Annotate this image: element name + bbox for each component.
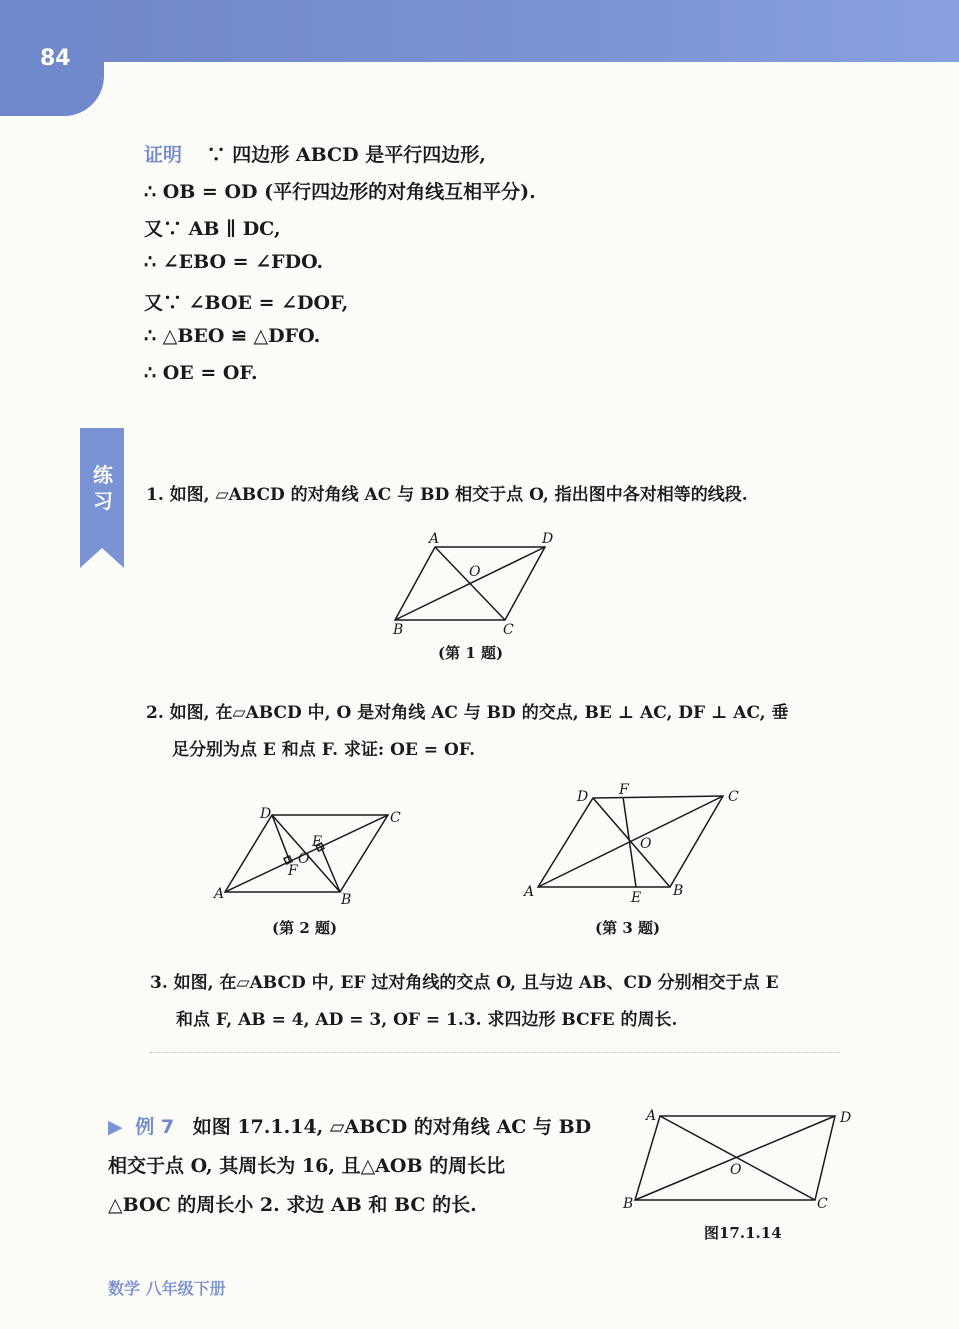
fig3-label-a: A bbox=[524, 884, 535, 900]
fig2-label-o: O bbox=[298, 851, 310, 867]
figure-3-caption: (第 3 题) bbox=[595, 919, 661, 937]
fig1-label-d: D bbox=[542, 531, 554, 547]
proof-text-1: ∵ 四边形 ABCD 是平行四边形, bbox=[206, 144, 486, 166]
fig3-diagonal-bd bbox=[593, 798, 670, 887]
figure-17-1-14 bbox=[620, 1104, 865, 1214]
practice-ribbon-label: 练习 bbox=[93, 463, 113, 513]
fig1-label-b: B bbox=[393, 622, 404, 638]
exercise-1-text: 1. 如图, ▱ABCD 的对角线 AC 与 BD 相交于点 O, 指出图中各对相等的线段. bbox=[146, 485, 748, 505]
figure-1 bbox=[385, 530, 565, 642]
fig17-label-a: A bbox=[646, 1108, 657, 1124]
figure-3 bbox=[520, 778, 750, 908]
proof-line-3: 又∵ AB ∥ DC, bbox=[144, 218, 281, 240]
fig2-label-b: B bbox=[341, 892, 352, 908]
fig17-label-c: C bbox=[817, 1196, 828, 1212]
figure-2 bbox=[210, 800, 410, 910]
proof-label: 证明 bbox=[144, 144, 183, 166]
fig2-segment-df bbox=[272, 815, 290, 862]
triangle-marker-icon: ▶ bbox=[108, 1116, 123, 1138]
fig3-segment-ef bbox=[623, 797, 636, 887]
section-divider bbox=[150, 1052, 840, 1053]
proof-line-7: ∴ OE = OF. bbox=[144, 362, 258, 384]
fig17-diagonal-ac bbox=[660, 1116, 815, 1200]
example-7-text-1: 如图 17.1.14, ▱ABCD 的对角线 AC 与 BD bbox=[192, 1116, 592, 1138]
example-7-line-1 bbox=[108, 1112, 591, 1139]
fig2-label-e: E bbox=[312, 834, 323, 850]
fig2-label-c: C bbox=[390, 810, 401, 826]
figure-2-caption: (第 2 题) bbox=[272, 919, 338, 937]
proof-line-6: ∴ △BEO ≌ △DFO. bbox=[144, 325, 321, 347]
fig3-label-d: D bbox=[577, 789, 589, 805]
proof-line-4: ∴ ∠EBO = ∠FDO. bbox=[144, 251, 324, 273]
exercise-2-line-1: 2. 如图, 在▱ABCD 中, O 是对角线 AC 与 BD 的交点, BE ⊥ AC, DF ⊥ AC, 垂 bbox=[146, 703, 789, 723]
fig3-label-b: B bbox=[673, 883, 684, 899]
proof-line-5: 又∵ ∠BOE = ∠DOF, bbox=[144, 292, 349, 314]
fig1-label-o: O bbox=[469, 564, 481, 580]
fig3-label-e: E bbox=[631, 890, 642, 906]
exercise-3-line-2: 和点 F, AB = 4, AD = 3, OF = 1.3. 求四边形 BCFE 的周长. bbox=[176, 1010, 678, 1030]
example-7-label: 例 7 bbox=[135, 1116, 175, 1138]
fig3-label-o: O bbox=[640, 836, 652, 852]
fig1-label-a: A bbox=[429, 531, 440, 547]
footer-book-title: 数学 八年级下册 bbox=[108, 1279, 226, 1298]
fig17-diagonal-bd bbox=[635, 1116, 835, 1200]
figure-17-1-14-caption: 图17.1.14 bbox=[704, 1224, 782, 1242]
example-7-line-2: 相交于点 O, 其周长为 16, 且△AOB 的周长比 bbox=[108, 1155, 506, 1177]
exercise-3-line-1: 3. 如图, 在▱ABCD 中, EF 过对角线的交点 O, 且与边 AB、CD 分别相交于点 E bbox=[150, 973, 779, 993]
header-band bbox=[0, 0, 959, 62]
fig2-label-d: D bbox=[260, 806, 272, 822]
exercise-2-line-2: 足分别为点 E 和点 F. 求证: OE = OF. bbox=[172, 740, 476, 760]
fig2-segment-be bbox=[321, 847, 340, 892]
page-number: 84 bbox=[40, 46, 71, 71]
fig1-diagonal-bd bbox=[395, 547, 545, 620]
fig1-label-c: C bbox=[503, 622, 514, 638]
fig3-label-f: F bbox=[619, 782, 629, 798]
fig17-label-o: O bbox=[730, 1162, 742, 1178]
fig17-label-b: B bbox=[623, 1196, 634, 1212]
proof-line-1 bbox=[144, 140, 486, 167]
fig3-label-c: C bbox=[728, 789, 739, 805]
fig2-label-a: A bbox=[214, 886, 225, 902]
fig2-label-f: F bbox=[288, 863, 298, 879]
example-7-line-3: △BOC 的周长小 2. 求边 AB 和 BC 的长. bbox=[108, 1194, 477, 1216]
figure-1-caption: (第 1 题) bbox=[438, 644, 504, 662]
fig17-label-d: D bbox=[840, 1110, 852, 1126]
proof-line-2: ∴ OB = OD (平行四边形的对角线互相平分). bbox=[144, 181, 536, 203]
